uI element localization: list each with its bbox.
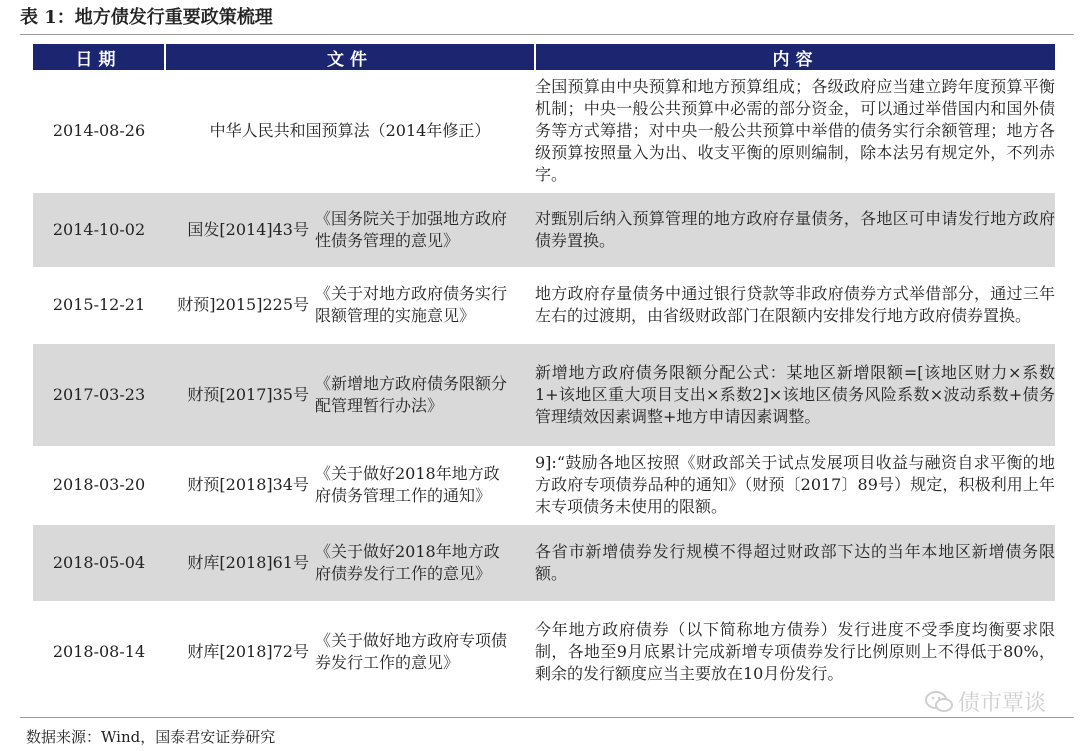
doc-number: 财库[2018]72号	[187, 642, 309, 661]
table-row	[33, 192, 1055, 267]
row-date: 2018-08-14	[33, 601, 165, 703]
doc-title: 中华人民共和国预算法（2014年修正）	[209, 120, 491, 140]
doc-title: 《关于对地方政府债务实行限额管理的实施意见》	[315, 284, 508, 325]
doc-title: 《关于做好地方政府专项债券发行工作的意见》	[315, 631, 508, 672]
row-date: 2018-03-20	[33, 446, 165, 524]
row-document	[165, 524, 535, 601]
row-document	[165, 446, 535, 524]
row-date: 2014-08-26	[33, 70, 165, 192]
doc-title: 《关于做好2018年地方政府债券发行工作的意见》	[315, 541, 500, 583]
row-content: 今年地方政府债券（以下简称地方债券）发行进度不受季度均衡要求限制，各地至9月底累计完成新增专项债券发行比例原则上不得低于80%，剩余的发行额度应当主要放在10月份发行。	[535, 601, 1055, 703]
doc-number: 财预[2017]35号	[187, 384, 309, 404]
table-row	[33, 446, 1055, 524]
row-content: 全国预算由中央预算和地方预算组成；各级政府应当建立跨年度预算平衡机制；中央一般公共预算中必需的部分资金，可以通过举借国内和国外债务等方式筹措；对中央一般公共预算中举借的债务实行余额管理；地方各级预算按照量入为出、收支平衡的原则编制，除本法另有规定外，不列赤字。	[535, 70, 1055, 192]
header-row	[33, 44, 1055, 70]
row-date: 2015-12-21	[33, 267, 165, 343]
row-document	[165, 267, 535, 343]
row-content: 地方政府存量债务中通过银行贷款等非政府债券方式举借部分，通过三年左右的过渡期，由省级财政部门在限额内安排发行地方政府债券置换。	[535, 267, 1055, 343]
table-row	[33, 524, 1055, 601]
row-document	[165, 343, 535, 446]
header-date: 日期	[33, 44, 165, 70]
doc-number: 财预]2015]225号	[177, 295, 309, 314]
row-content: 9]:“鼓励各地区按照《财政部关于试点发展项目收益与融资自求平衡的地方政府专项债券品种的通知》（财预〔2017〕89号）规定，积极利用上年末专项债务未使用的限额。	[535, 446, 1055, 524]
doc-number: 财预[2018]34号	[187, 475, 309, 494]
header-document: 文件	[165, 44, 535, 70]
row-date: 2014-10-02	[33, 192, 165, 267]
table-row	[33, 343, 1055, 446]
doc-title: 《新增地方政府债务限额分配管理暂行办法》	[315, 373, 508, 415]
row-date: 2018-05-04	[33, 524, 165, 601]
table-row	[33, 70, 1055, 192]
row-content: 各省市新增债券发行规模不得超过财政部下达的当年本地区新增债务限额。	[535, 524, 1055, 601]
doc-title: 《国务院关于加强地方政府性债务管理的意见》	[315, 208, 508, 250]
header-content: 内容	[535, 44, 1055, 70]
table-row	[33, 267, 1055, 343]
table-row	[33, 601, 1055, 703]
row-date: 2017-03-23	[33, 343, 165, 446]
doc-title: 《关于做好2018年地方政府债务管理工作的通知》	[315, 464, 500, 505]
watermark-text: 债市覃谈	[957, 691, 1046, 716]
row-content: 对甄别后纳入预算管理的地方政府存量债务，各地区可申请发行地方政府债券置换。	[535, 192, 1055, 267]
source-note: 数据来源：Wind，国泰君安证券研究	[26, 728, 276, 746]
doc-number: 财库[2018]61号	[187, 552, 309, 572]
row-document	[165, 70, 535, 192]
doc-number: 国发[2014]43号	[187, 219, 309, 239]
wechat-watermark	[924, 686, 1046, 717]
row-document	[165, 601, 535, 703]
wechat-icon	[924, 689, 954, 715]
table-title: 表 1：地方债发行重要政策梳理	[20, 4, 1074, 35]
row-document	[165, 192, 535, 267]
row-content: 新增地方政府债务限额分配公式：某地区新增限额=[该地区财力×系数1+该地区重大项目支出×系数2]×该地区债务风险系数×波动系数+债务管理绩效因素调整+地方申请因素调整。	[535, 343, 1055, 446]
footer-divider	[20, 717, 1074, 718]
policy-table	[33, 44, 1055, 704]
